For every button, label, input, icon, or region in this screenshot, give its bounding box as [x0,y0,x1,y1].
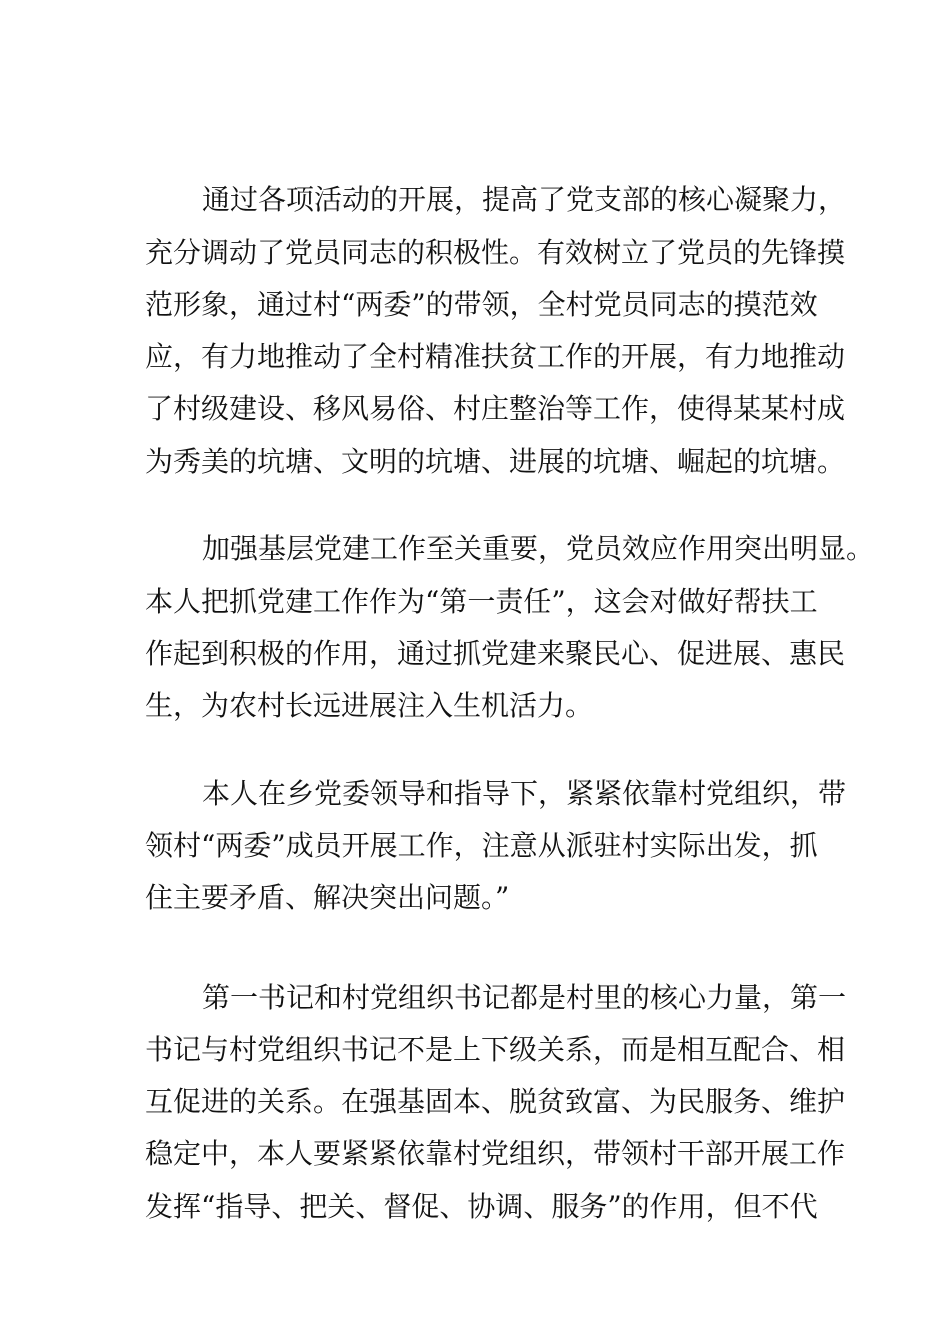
text-line: 住主要矛盾、解决突出问题。” [145,881,510,914]
text-line: 生，为农村长远进展注入生机活力。 [145,689,594,722]
text-line: 领村“两委”成员开展工作，注意从派驻村实际出发，抓 [145,829,818,862]
text-line: 加强基层党建工作至关重要，党员效应作用突出明显。 [202,532,875,565]
text-line: 本人在乡党委领导和指导下，紧紧依靠村党组织，带 [202,777,847,810]
text-line: 通过各项活动的开展，提高了党支部的核心凝聚力， [202,183,847,216]
text-line: 互促进的关系。在强基固本、脱贫致富、为民服务、维护 [145,1085,846,1118]
text-line: 第一书记和村党组织书记都是村里的核心力量，第一 [202,981,847,1014]
text-line: 发挥“指导、把关、督促、协调、服务”的作用，但不代 [145,1190,818,1223]
text-line: 本人把抓党建工作作为“第一责任”，这会对做好帮扶工 [145,585,818,618]
text-line: 了村级建设、移风易俗、村庄整治等工作，使得某某村成 [145,392,846,425]
text-line: 应，有力地推动了全村精准扶贫工作的开展，有力地推动 [145,340,846,373]
text-line: 充分调动了党员同志的积极性。有效树立了党员的先锋摸 [145,236,846,269]
text-line: 作起到积极的作用，通过抓党建来聚民心、促进展、惠民 [145,637,846,670]
text-line: 书记与村党组织书记不是上下级关系，而是相互配合、相 [145,1033,846,1066]
text-line: 稳定中，本人要紧紧依靠村党组织，带领村干部开展工作 [145,1137,846,1170]
text-line: 范形象，通过村“两委”的带领，全村党员同志的摸范效 [145,288,818,321]
text-line: 为秀美的坑塘、文明的坑塘、进展的坑塘、崛起的坑塘。 [145,445,846,478]
